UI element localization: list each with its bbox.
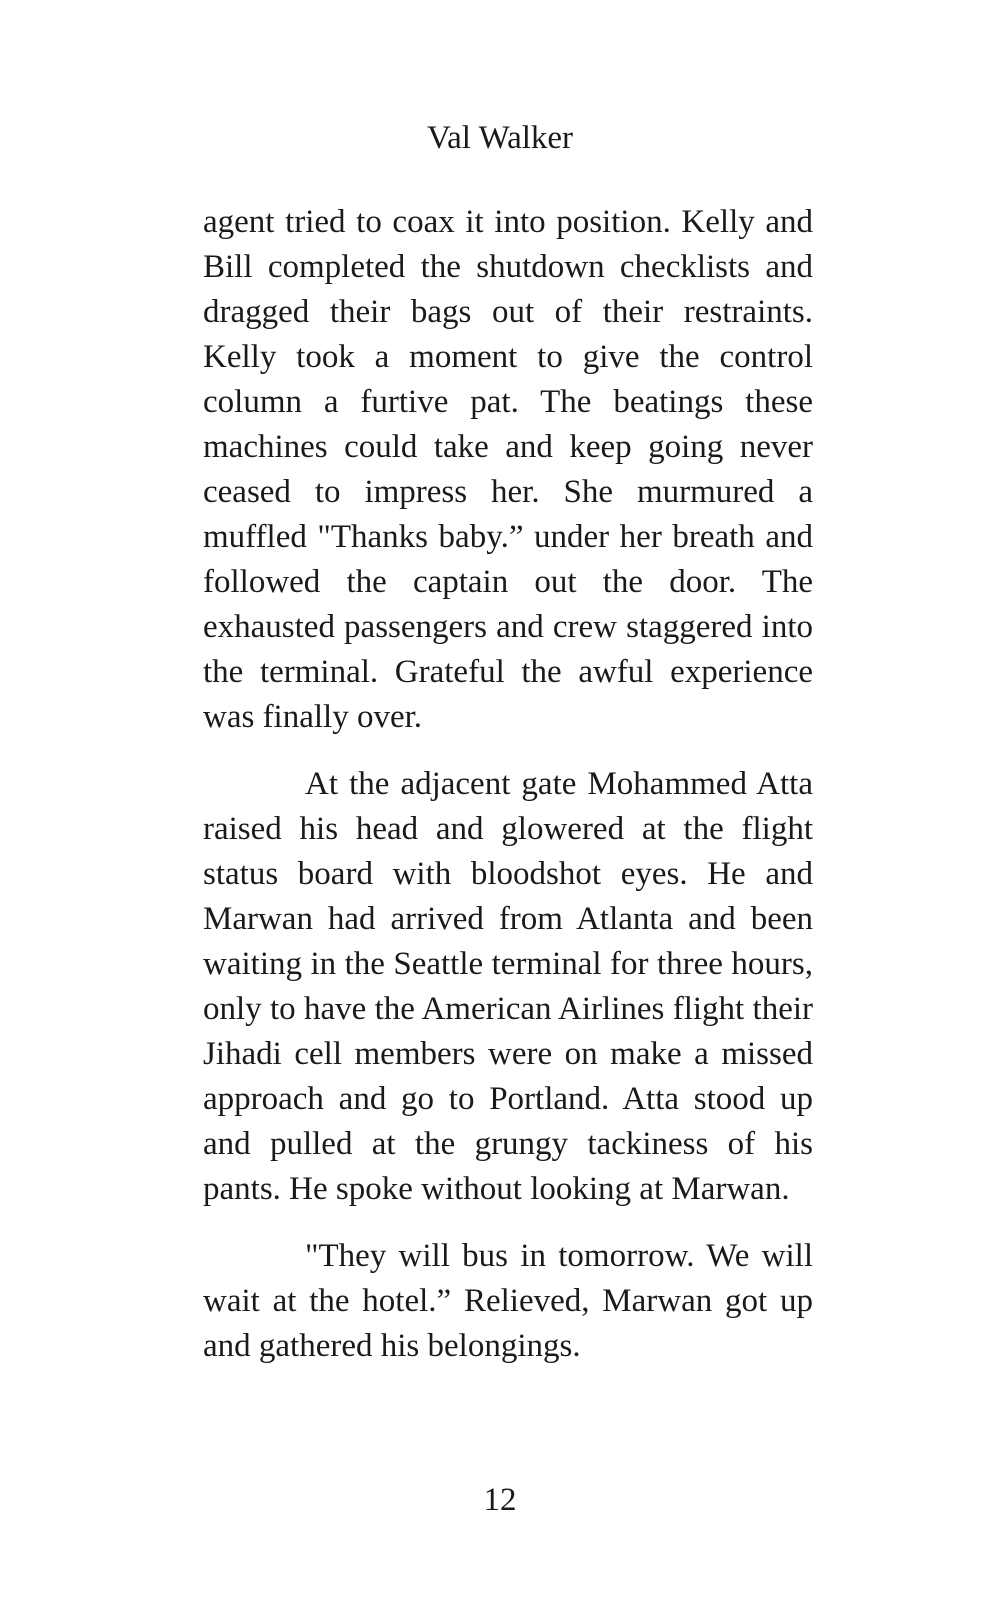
paragraph-continuation: agent tried to coax it into position. Kelly and Bill completed the shutdown checklists and dragged their bags out of their restraints. Kelly took a moment to give the control column a furtive pat. The beatings these machines could take and keep going never ceased to impress her. She murmured a muffled "Thanks baby.” under her breath and followed the captain out the door. The exhausted passengers and crew staggered into the terminal. Grateful the awful experience was finally over. (203, 204, 813, 735)
running-header-author: Val Walker (426, 120, 574, 156)
page-number: 12 (483, 1482, 517, 1518)
paragraph-atta-gate: At the adjacent gate Mohammed Atta raised his head and glowered at the flight status board with bloodshot eyes. He and Marwan had arrived from Atlanta and been waiting in the Seattle terminal for three hours, only to have the American Airlines flight their Jihadi cell members were on make a missed approach and go to Portland. Atta stood up and pulled at the grungy tackiness of his pants. He spoke without looking at Marwan. (203, 766, 813, 1207)
body-text (203, 200, 813, 1391)
paragraph-bus-tomorrow: "They will bus in tomorrow. We will wait at the hotel.” Relieved, Marwan got up and gathered his belongings. (203, 1238, 813, 1364)
